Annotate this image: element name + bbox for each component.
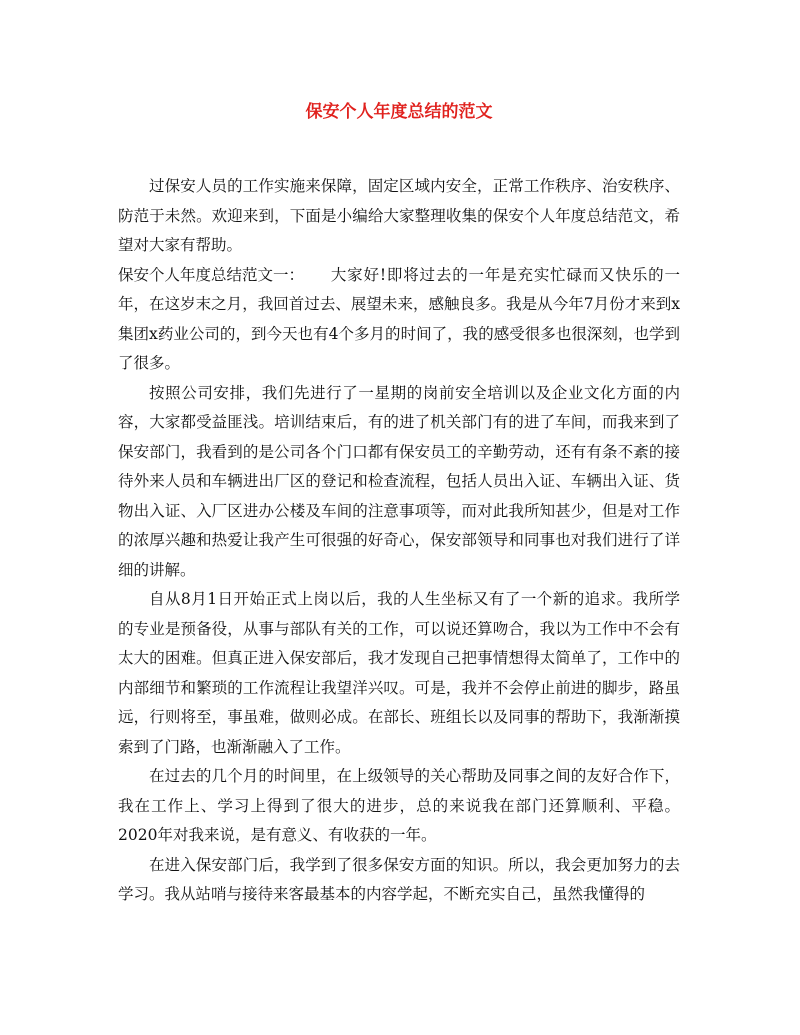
section-lead-text: 大家好!即将过去的一年是充实忙碌而又快乐的一年，在这岁末之月，我回首过去、展望未来，感触良多。我是从今年7月份才来到x集团x药业公司的，到今天也有4个多月的时间了，我的感受很多也很深刻，也学到了很多。 bbox=[118, 265, 680, 372]
section-paragraph bbox=[118, 261, 680, 379]
document-title: 保安个人年度总结的范文 bbox=[305, 102, 493, 122]
body-paragraph-training: 按照公司安排，我们先进行了一星期的岗前安全培训以及企业文化方面的内容，大家都受益匪浅。培训结束后，有的进了机关部门有的进了车间，而我来到了保安部门，我看到的是公司各个门口都有保安员工的辛勤劳动，还有有条不紊的接待外来人员和车辆进出厂区的登记和检查流程，包括人员出入证、车辆出入证、货物出入证、入厂区进办公楼及车间的注意事项等，而对此我所知甚少，但是对工作的浓厚兴趣和热爱让我产生可很强的好奇心，保安部领导和同事也对我们进行了详细的讲解。 bbox=[118, 383, 680, 579]
body-paragraph-onboarding: 自从8月1日开始正式上岗以后，我的人生坐标又有了一个新的追求。我所学的专业是预备役，从事与部队有关的工作，可以说还算吻合，我以为工作中不会有太大的困难。但真正进入保安部后，我才发现自己把事情想得太简单了，工作中的内部细节和繁琐的工作流程让我望洋兴叹。可是，我并不会停止前进的脚步，路虽远，行则将至，事虽难，做则必成。在部长、班组长以及同事的帮助下，我渐渐摸索到了门路，也渐渐融入了工作。 bbox=[118, 590, 680, 756]
intro-paragraph: 过保安人员的工作实施来保障，固定区域内安全，正常工作秩序、治安秩序、防范于未然。欢迎来到，下面是小编给大家整理收集的保安个人年度总结范文，希望对大家有帮助。 bbox=[118, 177, 680, 254]
section-label: 保安个人年度总结范文一： bbox=[118, 265, 305, 284]
document-page bbox=[118, 100, 680, 910]
body-paragraph-learning: 在进入保安部门后，我学到了很多保安方面的知识。所以，我会更加努力的去学习。我从站哨与接待来客最基本的内容学起，不断充实自己，虽然我懂得的 bbox=[118, 855, 680, 903]
body-paragraph-progress: 在过去的几个月的时间里，在上级领导的关心帮助及同事之间的友好合作下，我在工作上、学习上得到了很大的进步，总的来说我在部门还算顺利、平稳。2020年对我来说，是有意义、有收获的一年。 bbox=[118, 767, 680, 844]
document-body bbox=[118, 172, 680, 910]
